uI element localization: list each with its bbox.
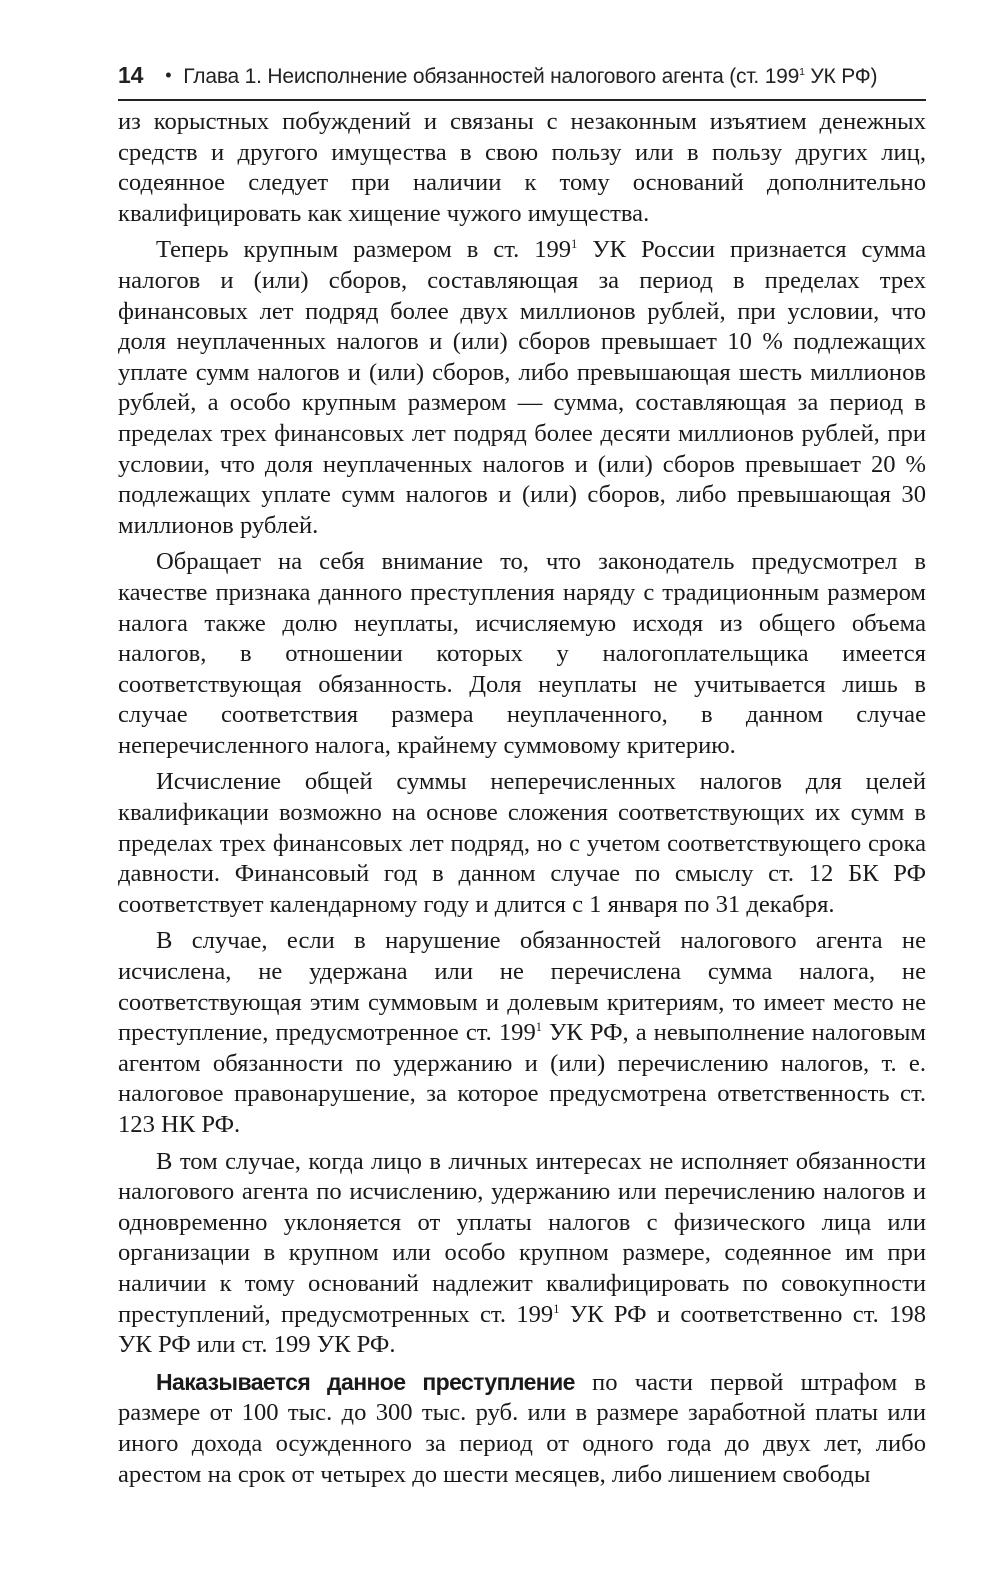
paragraph-text: УК России признается сумма налогов и (или) сборов, составляющая за период в пределах трех финансовых лет подряд более двух миллионов рублей, при условии, что доля неуплаченных налогов и (или) сборов превышает 10 % подлежащих уплате сумм налогов и (или) сборов, либо превышающая шесть миллионов рублей, а особо крупным размером — сумма, составляющая за период в пределах трех финансовых лет подряд более десяти миллионов рублей, при условии, что доля неуплаченных налогов и (или) сборов превышает 20 % подлежащих уплате сумм налогов и (или) сборов, либо превышающая 30 миллионов рублей.	[118, 236, 926, 539]
paragraph-punishment	[118, 1367, 926, 1490]
paragraph-text: В случае, если в нарушение обязанностей налогового агента не исчислена, не удержана или не перечислена сумма налога, не соответствующая этим суммовым и долевым критериям, то имеет место не преступление, предусмотренное ст. 199	[118, 927, 926, 1047]
bold-lead-in: Наказывается данное преступление	[156, 1368, 575, 1395]
paragraph-text: В том случае, когда лицо в личных интересах не исполняет обязанности налогового агента по исчислению, удержанию или перечислению налогов и одновременно уклоняется от уплаты налогов с физического лица или организации в крупном или особо крупном размере, содеянное им при наличии к тому оснований надлежит квалифицировать по совокупности преступлений, предусмотренных ст. 199	[118, 1147, 926, 1328]
paragraph-total-calculation: Исчисление общей суммы неперечисленных налогов для целей квалификации возможно на основе сложения соответствующих их сумм в пределах трех финансовых лет подряд, но с учетом соответствующего срока давности. Финансовый год в данном случае по смыслу ст. 12 БК РФ соответствует календарному году и длится с 1 января по 31 декабря.	[118, 768, 926, 918]
body-text	[118, 107, 926, 1490]
running-header	[118, 62, 926, 101]
article-superscript: 1	[535, 1020, 542, 1035]
paragraph-text: по части первой штрафом в размере от 100 тыс. до 300 тыс. руб. или в размере заработной платы или иного дохода осужденного за период от одного года до двух лет, либо арестом на срок от четырех до шести месяцев, либо лишением свободы	[118, 1368, 926, 1488]
paragraph-text: УК РФ, а невыполнение налоговым агентом обязанности по удержанию и (или) перечислению налогов, т. е. налоговое правонарушение, за которое предусмотрена ответственность ст. 123 НК РФ.	[118, 1019, 926, 1138]
chapter-title	[183, 65, 877, 89]
article-superscript: 1	[571, 237, 578, 252]
paragraph-text: Теперь крупным размером в ст. 199	[156, 236, 572, 264]
chapter-title-main: Глава 1. Неисполнение обязанностей налогового агента (ст. 199	[183, 65, 800, 88]
chapter-title-superscript: 1	[799, 66, 805, 78]
paragraph-tax-offense	[118, 926, 926, 1140]
page-number: 14	[118, 62, 144, 88]
chapter-title-tail: УК РФ)	[804, 65, 878, 88]
book-page	[118, 62, 926, 1496]
paragraph-concurrence	[118, 1147, 926, 1361]
paragraph-large-size-definition	[118, 235, 926, 541]
article-superscript: 1	[553, 1301, 560, 1316]
paragraph-text: УК РФ и соответственно ст. 198 УК РФ или ст. 199 УК РФ.	[118, 1300, 926, 1359]
header-bullet: •	[165, 65, 172, 85]
paragraph-continuation: из корыстных побуждений и связаны с незаконным изъятием денежных средств и другого имущества в свою пользу или в пользу других лиц, содеянное следует при наличии к тому оснований дополнительно квалифицировать как хищение чужого имущества.	[118, 108, 926, 227]
paragraph-share-of-nonpayment: Обращает на себя внимание то, что законодатель предусмотрел в качестве признака данного преступления наряду с традиционным размером налога также долю неуплаты, исчисляемую исходя из общего объема налогов, в отношении которых у налогоплательщика имеется соответствующая обязанность. Доля неуплаты не учитывается лишь в случае соответствия размера неуплаченного, в данном случае неперечисленного налога, крайнему суммовому критерию.	[118, 548, 926, 759]
